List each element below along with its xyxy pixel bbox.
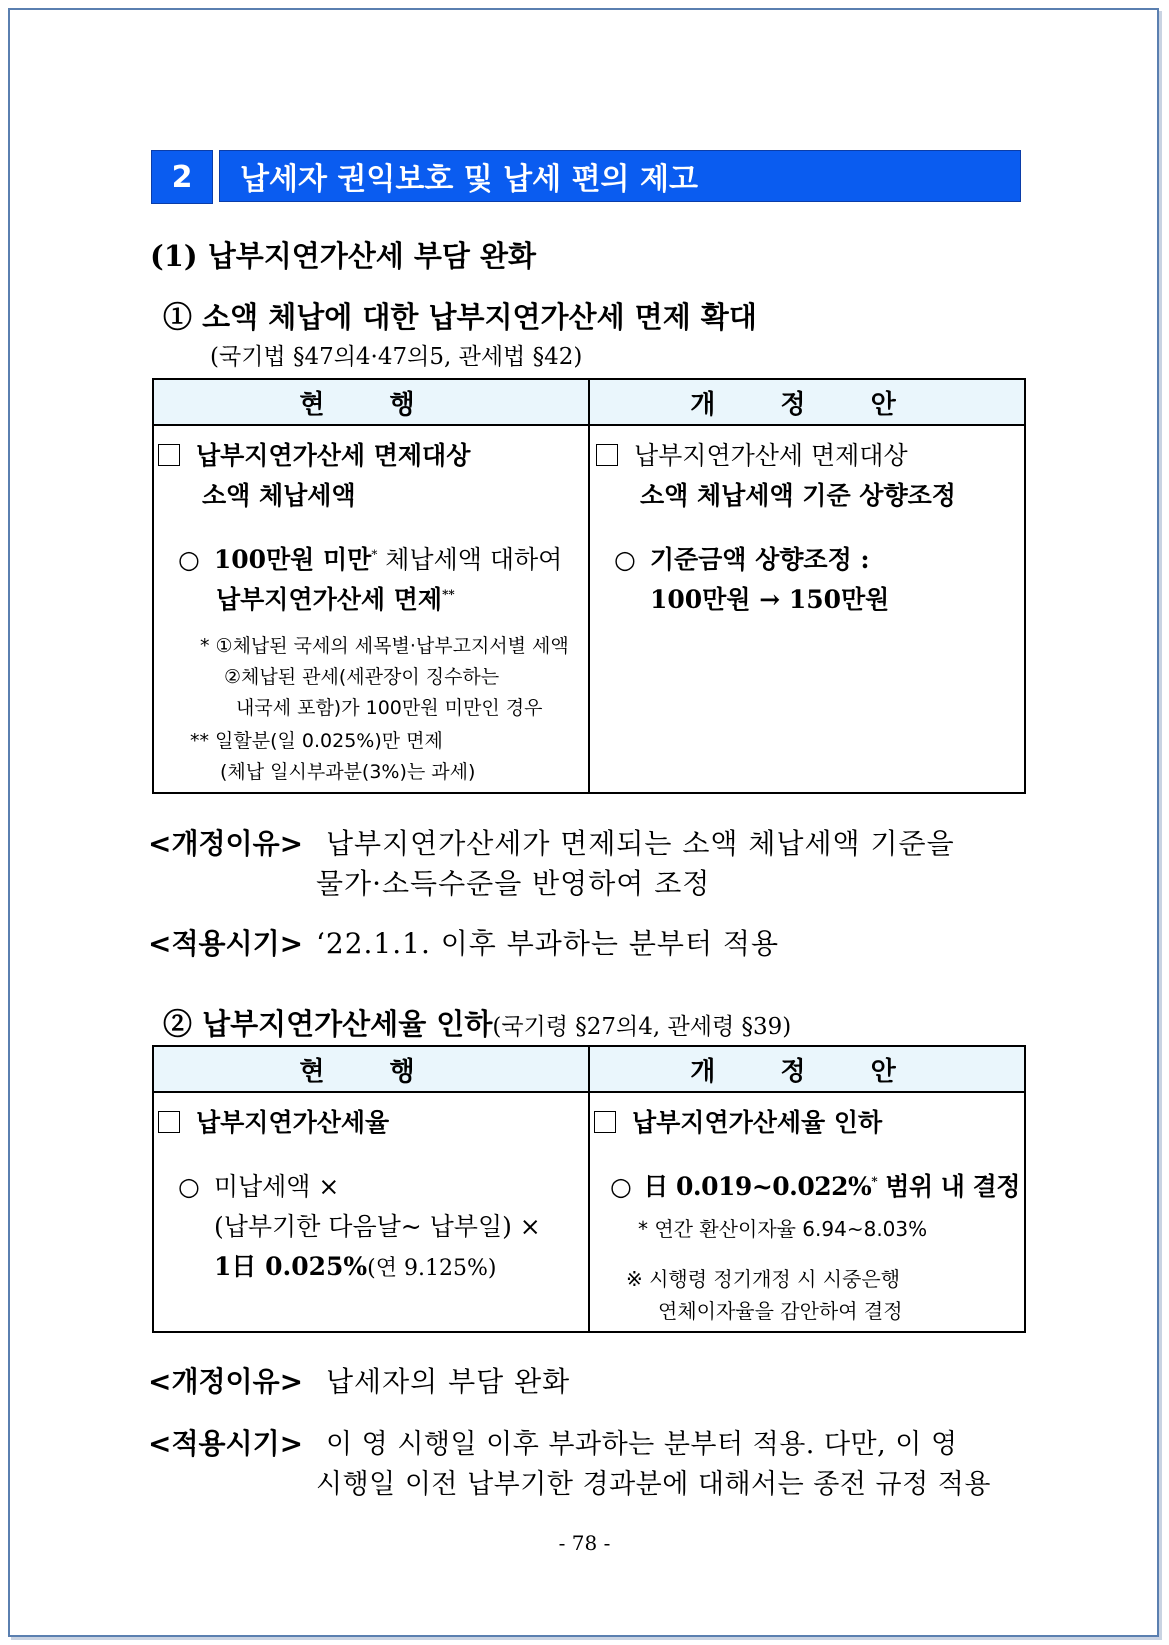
item2-current-box-line1: 납부지연가산세율 bbox=[196, 1108, 390, 1137]
item2-proposed-cell bbox=[589, 1092, 1025, 1332]
item1-header-proposed: 개 정 안 bbox=[589, 379, 1025, 425]
item1-legal-reference: (국기법 §47의4·47의5, 관세법 §42) bbox=[210, 344, 583, 370]
item1-apply-text: ‘22.1.1. 이후 부과하는 분부터 적용 bbox=[316, 927, 779, 960]
item2-proposed-note2-line2: 연체이자율을 감안하여 결정 bbox=[658, 1299, 903, 1323]
item1-comparison-table bbox=[152, 378, 1026, 794]
item1-current-circle-rest: 체납세액 대하여 bbox=[377, 545, 563, 574]
item2-header-proposed: 개 정 안 bbox=[589, 1046, 1025, 1092]
subsection-title: (1) 납부지연가산세 부담 완화 bbox=[150, 239, 537, 273]
item1-proposed-box-line2: 소액 체납세액 기준 상향조정 bbox=[640, 481, 956, 510]
item1-note1-line1: * ①체납된 국세의 세목별·납부고지서별 세액 bbox=[200, 635, 569, 657]
item2-reason-label: <개정이유> bbox=[148, 1365, 304, 1398]
item1-reason-line2: 물가·소득수준을 반영하여 조정 bbox=[316, 867, 711, 900]
item2-legal-reference: (국기령 §27의4, 관세령 §39) bbox=[492, 1014, 792, 1040]
item1-proposed-circle-line1: 기준금액 상향조정 : bbox=[649, 545, 870, 574]
checkbox-square-icon bbox=[158, 1111, 180, 1133]
item2-header-current: 현 행 bbox=[153, 1046, 589, 1092]
item2-proposed-rate-rest: 범위 내 결정 bbox=[877, 1172, 1020, 1201]
item2-proposed-box-line1: 납부지연가산세율 인하 bbox=[632, 1108, 883, 1137]
item2-proposed-rate: 日 0.019~0.022% bbox=[643, 1172, 872, 1201]
item2-proposed-note1: * 연간 환산이자율 6.94~8.03% bbox=[638, 1217, 928, 1241]
item1-proposed-cell bbox=[589, 425, 1025, 793]
item1-current-box-line1: 납부지연가산세 면제대상 bbox=[196, 441, 471, 470]
item1-reason-label: <개정이유> bbox=[148, 827, 304, 860]
circle-bullet-icon: ○ bbox=[178, 1172, 200, 1201]
section-number-badge bbox=[151, 150, 213, 204]
circle-bullet-icon: ○ bbox=[178, 545, 200, 574]
item1-note2-line2: (체납 일시부과분(3%)는 과세) bbox=[220, 761, 476, 783]
item1-note1-line3: 내국세 포함)가 100만원 미만인 경우 bbox=[236, 697, 543, 719]
item1-apply-label: <적용시기> bbox=[148, 927, 304, 960]
item2-current-circle-line2: (납부기한 다음날~ 납부일) × bbox=[214, 1212, 541, 1241]
footnote-mark: * bbox=[871, 1174, 878, 1189]
checkbox-square-icon bbox=[594, 1111, 616, 1133]
footnote-mark: * bbox=[371, 547, 378, 562]
section-title: 납세자 권익보호 및 납세 편의 제고 bbox=[240, 162, 698, 197]
item2-apply-label: <적용시기> bbox=[148, 1427, 304, 1460]
item1-header-current: 현 행 bbox=[153, 379, 589, 425]
item1-note1-line2: ②체납된 관세(세관장이 징수하는 bbox=[224, 666, 500, 688]
item1-title: ① 소액 체납에 대한 납부지연가산세 면제 확대 bbox=[163, 300, 757, 334]
item2-apply-line2: 시행일 이전 납부기한 경과분에 대해서는 종전 규정 적용 bbox=[316, 1469, 991, 1500]
checkbox-square-icon bbox=[158, 444, 180, 466]
item2-title: ② 납부지연가산세율 인하 bbox=[163, 1007, 493, 1041]
circle-bullet-icon: ○ bbox=[610, 1172, 632, 1201]
item2-current-circle-line1: 미납세액 × bbox=[213, 1172, 340, 1201]
item1-reason-line1: 납부지연가산세가 면제되는 소액 체납세액 기준을 bbox=[326, 827, 955, 860]
section-number: 2 bbox=[171, 159, 193, 195]
item1-note2-line1: ** 일할분(일 0.025%)만 면제 bbox=[190, 730, 443, 752]
item1-proposed-box-line1: 납부지연가산세 면제대상 bbox=[634, 441, 908, 470]
footnote-mark: ** bbox=[442, 587, 455, 602]
section-title-bar bbox=[219, 150, 1021, 202]
item2-proposed-note2-line1: ※ 시행령 정기개정 시 시중은행 bbox=[626, 1267, 901, 1291]
item1-current-amount: 100만원 미만 bbox=[213, 545, 372, 574]
item2-current-rate: 1日 0.025% bbox=[214, 1252, 368, 1281]
item1-current-exemption: 납부지연가산세 면제 bbox=[216, 585, 443, 614]
item1-current-cell bbox=[153, 425, 589, 793]
item2-apply-line1: 이 영 시행일 이후 부과하는 분부터 적용. 다만, 이 영 bbox=[326, 1429, 958, 1460]
item2-current-cell bbox=[153, 1092, 589, 1332]
item1-current-box-line2: 소액 체납세액 bbox=[202, 481, 356, 510]
item2-current-annual-rate: (연 9.125%) bbox=[367, 1256, 497, 1281]
item1-proposed-circle-line2: 100만원 → 150만원 bbox=[650, 585, 890, 614]
item2-comparison-table bbox=[152, 1045, 1026, 1333]
circle-bullet-icon: ○ bbox=[614, 545, 636, 574]
item2-reason-text: 납세자의 부담 완화 bbox=[326, 1365, 571, 1398]
checkbox-square-icon bbox=[596, 444, 618, 466]
page-number: - 78 - bbox=[558, 1531, 611, 1555]
